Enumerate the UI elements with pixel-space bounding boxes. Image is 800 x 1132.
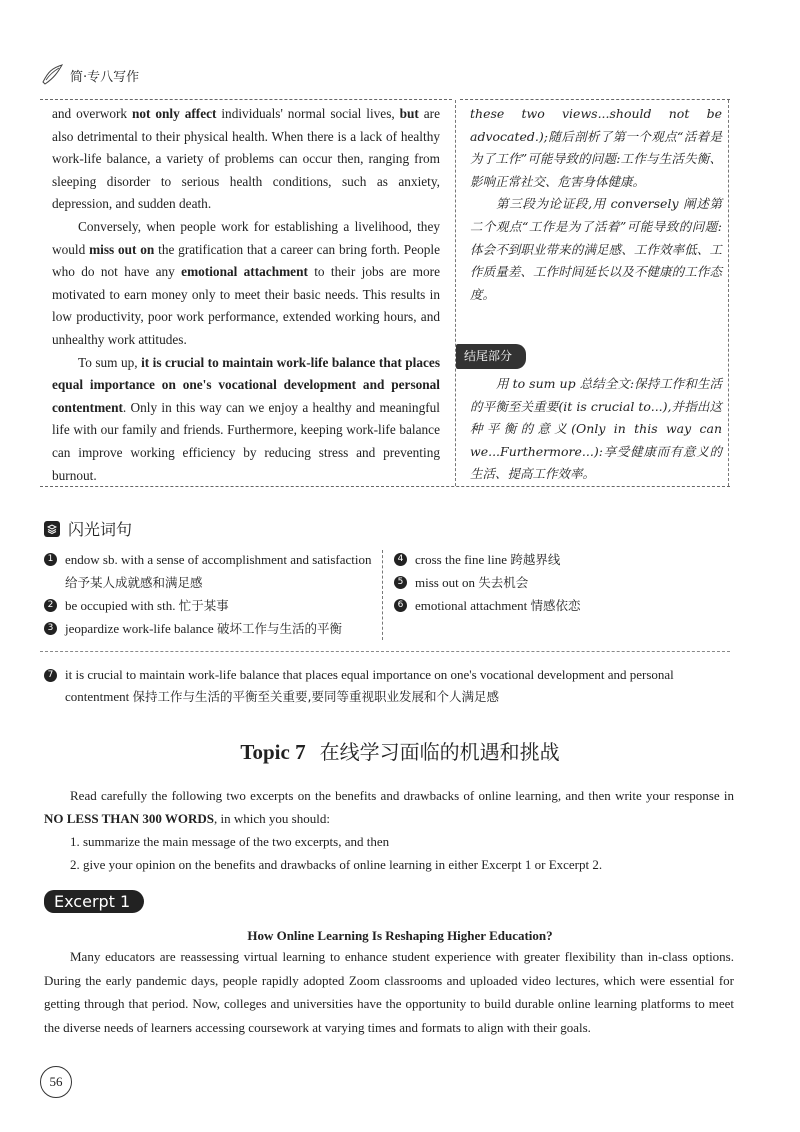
instruction-item-1: 1. summarize the main message of the two excerpts, and then: [70, 834, 390, 849]
analysis-paragraph-1: these two views...should not be advocated.);随后剖析了第一个观点“活着是为了工作”可能导致的问题:工作与生活失衡、影响正常社交、危害身体健康。: [470, 106, 722, 189]
page-number: [40, 1066, 72, 1098]
column-divider: [455, 100, 456, 486]
phrase-item: 5 miss out on 失去机会: [394, 571, 724, 594]
page-number-circle: 56: [40, 1066, 72, 1098]
page-header: [40, 62, 139, 88]
phrase-item: 3 jeopardize work-life balance 破坏工作与生活的平衡: [44, 617, 374, 640]
instruction-item-2: 2. give your opinion on the benefits and drawbacks of online learning in either Excerpt 1 or Excerpt 2.: [70, 857, 603, 872]
instructions-paragraph: Read carefully the following two excerpts on the benefits and drawbacks of online learning, and then write your response in NO LESS THAN 300 WORDS, in which you should:: [44, 788, 734, 826]
number-badge: 5: [394, 576, 407, 589]
phrase-item: 7 it is crucial to maintain work-life balance that places equal importance on one's vocational development and personal contentment 保持工作与生活的平衡至关重要,要同等重视职业发展和个人满足感: [44, 664, 734, 708]
divider: [40, 486, 730, 487]
article-body: [44, 945, 734, 1039]
divider: [40, 651, 730, 652]
essay-paragraph-1: and overwork not only affect individuals' normal social lives, but are also detrimental to their physical health. When there is a lack of healthy work-life balance, a variety of problems can occur then, ranging from sleeping disorder to serious health conditions, such as anxiety, depression, and sudden death.: [52, 106, 441, 212]
header-title: 简·专八写作: [70, 69, 140, 85]
topic-label: Topic 7: [240, 740, 306, 764]
number-badge: 4: [394, 553, 407, 566]
excerpt-tag: Excerpt 1: [44, 890, 144, 913]
phrase-item: 1 endow sb. with a sense of accomplishment and satisfaction 给予某人成就感和满足感: [44, 548, 374, 594]
number-badge: 6: [394, 599, 407, 612]
essay-column: [52, 103, 440, 487]
divider: [460, 99, 730, 100]
instructions: [44, 784, 734, 876]
number-badge: 7: [44, 669, 57, 682]
phrase-list-right: [394, 548, 724, 617]
topic-heading: [0, 736, 800, 765]
essay-paragraph-2: Conversely, when people work for establishing a livelihood, they would miss out on the gratification that a career can bring forth. People who do not have any emotional attachment to their jobs are more motivated to earn money only to meet their basic needs. This results in low productivity, poor work performance, extended working hours, and unhealthy work attitudes.: [52, 218, 441, 347]
column-divider: [382, 550, 383, 640]
number-badge: 3: [44, 622, 57, 635]
phrase-item: 2 be occupied with sth. 忙于某事: [44, 594, 374, 617]
flash-section-heading: [44, 517, 132, 540]
analysis-column: [464, 103, 722, 486]
analysis-paragraph-2: 第三段为论证段,用 conversely 阐述第二个观点“工作是为了活着”可能导致的问题:体会不到职业带来的满足感、工作效率低、工作质量差、工作时间延长以及不健康的工作态度。: [470, 196, 722, 302]
stack-icon: [44, 521, 60, 537]
book-logo-icon: [40, 62, 66, 88]
ending-section-tag: 结尾部分: [456, 344, 526, 369]
analysis-paragraph-3: 用 to sum up 总结全文:保持工作和生活的平衡至关重要(it is crucial to...),并指出这种平衡的意义(Only in this way can we...Furthermore...):享受健康而有意义的生活、提高工作效率。: [470, 375, 722, 482]
number-badge: 2: [44, 599, 57, 612]
topic-title: 在线学习面临的机遇和挑战: [319, 740, 560, 764]
phrase-item: 4 cross the fine line 跨越界线: [394, 548, 724, 571]
number-badge: 1: [44, 553, 57, 566]
column-border: [728, 100, 729, 486]
essay-paragraph-3: To sum up, it is crucial to maintain work-life balance that places equal importance on one's vocational development and personal contentment. Only in this way can we enjoy a healthy and meaningful life with our family and friends. Furthermore, keeping work-life balance can improve working efficiency by reducing stress and preventing burnout.: [52, 354, 440, 483]
divider: [40, 99, 452, 100]
phrase-item: 6 emotional attachment 情感依恋: [394, 594, 724, 617]
phrase-list-left: [44, 548, 374, 640]
article-paragraph: Many educators are reassessing virtual learning to enhance student experience with greater flexibility than in-class options. During the early pandemic days, people rapidly adopted Zoom classrooms and uploaded video lectures, which were essential for getting through that period. Now, colleges and universities have the opportunity to build durable online learning platforms to meet the diverse needs of learners accessing coursework at varying times and formats to align with their goals.: [44, 949, 734, 1035]
flash-title: 闪光词句: [68, 520, 133, 539]
article-title: How Online Learning Is Reshaping Higher Education?: [247, 928, 553, 943]
